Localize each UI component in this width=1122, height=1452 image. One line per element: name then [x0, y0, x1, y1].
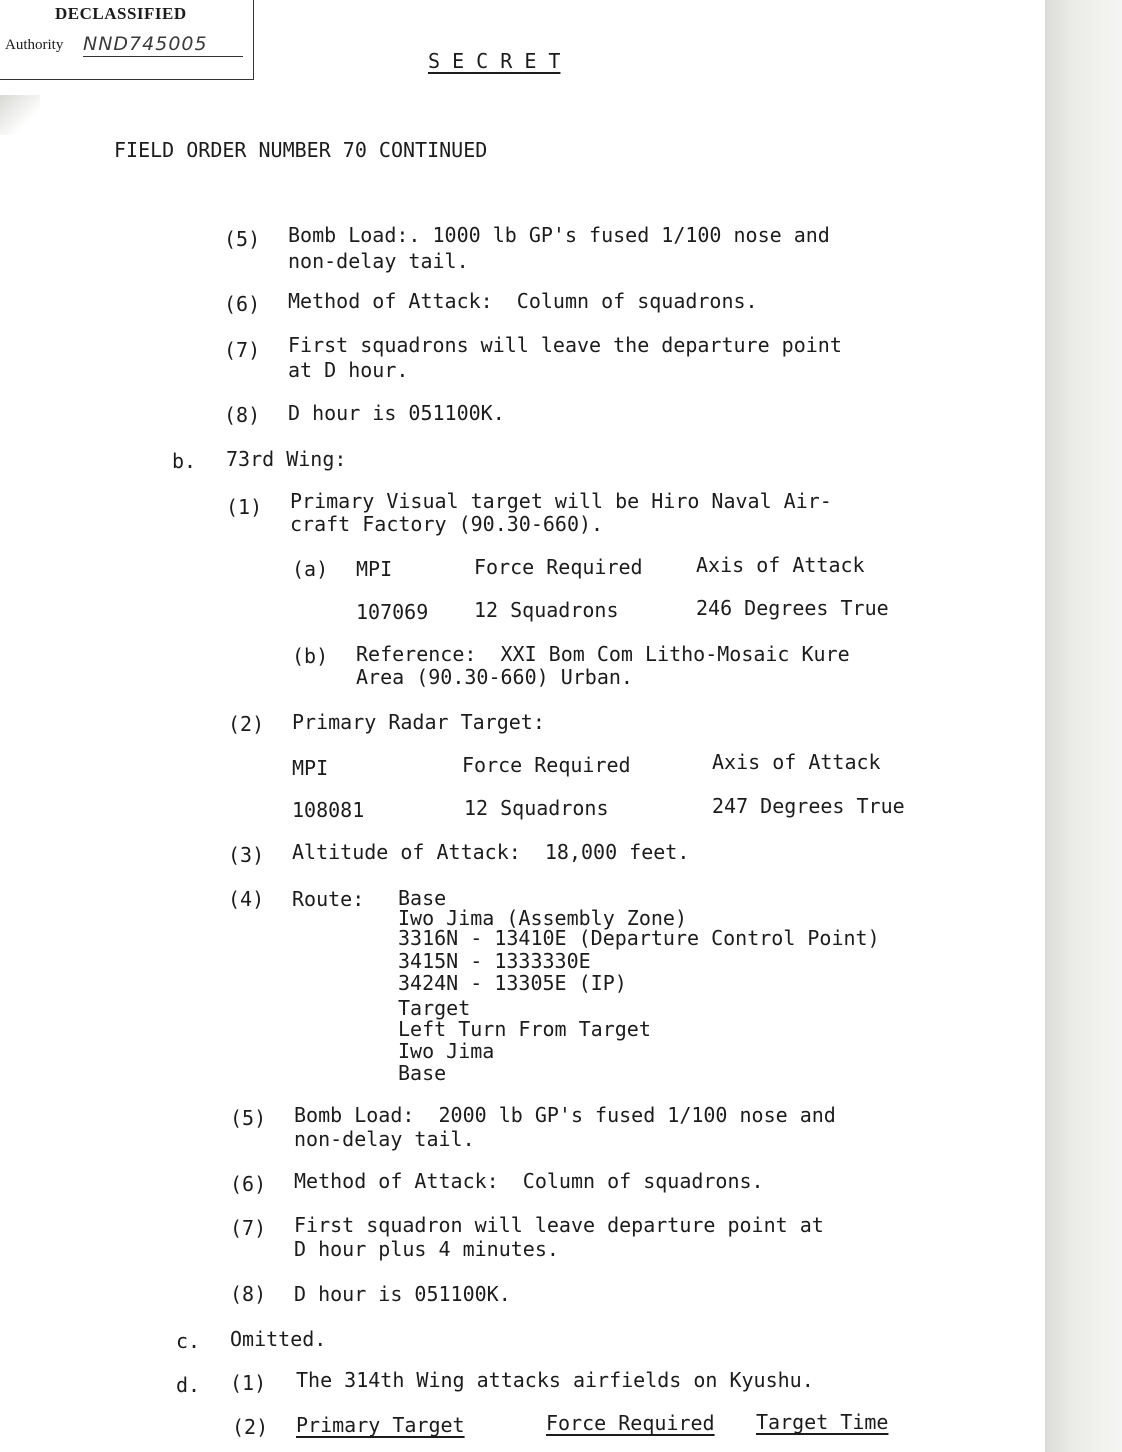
- table-header-force: Force Required: [462, 753, 631, 777]
- table-cell-force: 12 Squadrons: [474, 598, 619, 622]
- item-number: (1): [230, 1371, 267, 1395]
- item-number: (1): [226, 495, 263, 519]
- table-header-target-time: Target Time: [756, 1410, 889, 1434]
- route-stop: Iwo Jima: [398, 1039, 495, 1063]
- section-letter: c.: [176, 1329, 201, 1353]
- bomb-load-line: Bomb Load: 2000 lb GP's fused 1/100 nose and: [294, 1103, 836, 1127]
- method-of-attack-line: Method of Attack: Column of squadrons.: [288, 289, 758, 313]
- bomb-load-line: non-delay tail.: [294, 1127, 475, 1151]
- item-number: (8): [230, 1282, 267, 1306]
- table-header-axis: Axis of Attack: [696, 553, 865, 577]
- departure-line: First squadrons will leave the departure point: [288, 333, 842, 357]
- section-title: 73rd Wing:: [226, 447, 347, 471]
- d-hour-line: D hour is 051100K.: [288, 401, 505, 425]
- bomb-load-line: non-delay tail.: [288, 249, 469, 273]
- route-stop: Iwo Jima (Assembly Zone): [398, 906, 687, 930]
- item-number: (4): [228, 887, 265, 911]
- declassified-stamp: [0, 0, 254, 80]
- item-number: (6): [230, 1172, 267, 1196]
- item-number: (7): [230, 1216, 267, 1240]
- section-letter: b.: [172, 449, 197, 473]
- item-number: (7): [224, 338, 261, 362]
- altitude-line: Altitude of Attack: 18,000 feet.: [292, 840, 690, 864]
- table-cell-mpi: 108081: [292, 798, 365, 822]
- item-number: (2): [228, 712, 265, 736]
- table-header-mpi: MPI: [356, 557, 393, 581]
- stamp-authority-label: Authority: [5, 37, 64, 53]
- bomb-load-line: Bomb Load:. 1000 lb GP's fused 1/100 nose and: [288, 223, 830, 247]
- table-cell-mpi: 107069: [356, 600, 429, 624]
- document-heading: FIELD ORDER NUMBER 70 CONTINUED: [114, 138, 488, 162]
- item-number: (5): [224, 227, 261, 251]
- item-number: (2): [232, 1415, 269, 1439]
- d-hour-line: D hour is 051100K.: [294, 1282, 511, 1306]
- reference-line: Reference: XXI Bom Com Litho-Mosaic Kure: [356, 642, 850, 666]
- stamp-title: DECLASSIFIED: [55, 4, 187, 23]
- table-header-force: Force Required: [474, 555, 643, 579]
- primary-visual-line: Primary Visual target will be Hiro Naval Air-: [290, 489, 832, 513]
- item-number: (5): [230, 1106, 267, 1130]
- departure-line: First squadron will leave departure point at: [294, 1213, 824, 1237]
- route-stop: 3424N - 13305E (IP): [398, 971, 627, 995]
- omitted-text: Omitted.: [230, 1327, 327, 1351]
- table-header-axis: Axis of Attack: [712, 750, 881, 774]
- table-header-force: Force Required: [546, 1411, 715, 1435]
- route-label: Route:: [292, 887, 365, 911]
- reference-line: Area (90.30-660) Urban.: [356, 665, 633, 689]
- route-stop: 3316N - 13410E (Departure Control Point): [398, 926, 880, 950]
- table-cell-axis: 246 Degrees True: [696, 596, 889, 620]
- departure-line: at D hour.: [288, 358, 409, 382]
- item-number: (3): [228, 843, 265, 867]
- departure-line: D hour plus 4 minutes.: [294, 1237, 559, 1261]
- table-header-mpi: MPI: [292, 756, 329, 780]
- page-fold: [0, 95, 40, 135]
- primary-radar-title: Primary Radar Target:: [292, 710, 545, 734]
- sub-item-number: (b): [292, 644, 329, 668]
- route-stop: Left Turn From Target: [398, 1017, 651, 1041]
- route-stop: Base: [398, 1061, 447, 1085]
- route-stop: Base: [398, 886, 447, 910]
- table-cell-force: 12 Squadrons: [464, 796, 609, 820]
- page-edge-shadow: [1045, 0, 1122, 1452]
- kyushu-line: The 314th Wing attacks airfields on Kyushu.: [296, 1368, 814, 1392]
- table-header-primary-target: Primary Target: [296, 1413, 465, 1437]
- item-number: (8): [224, 403, 261, 427]
- route-stop: 3415N - 1333330E: [398, 949, 591, 973]
- classification-marking: S E C R E T: [428, 49, 561, 73]
- item-number: (6): [224, 292, 261, 316]
- table-cell-axis: 247 Degrees True: [712, 794, 905, 818]
- section-letter: d.: [176, 1373, 201, 1397]
- sub-item-number: (a): [292, 557, 329, 581]
- method-of-attack-line: Method of Attack: Column of squadrons.: [294, 1169, 764, 1193]
- primary-visual-line: craft Factory (90.30-660).: [290, 512, 604, 536]
- route-stop: Target: [398, 996, 471, 1020]
- stamp-authority-value: NND745005: [83, 32, 243, 57]
